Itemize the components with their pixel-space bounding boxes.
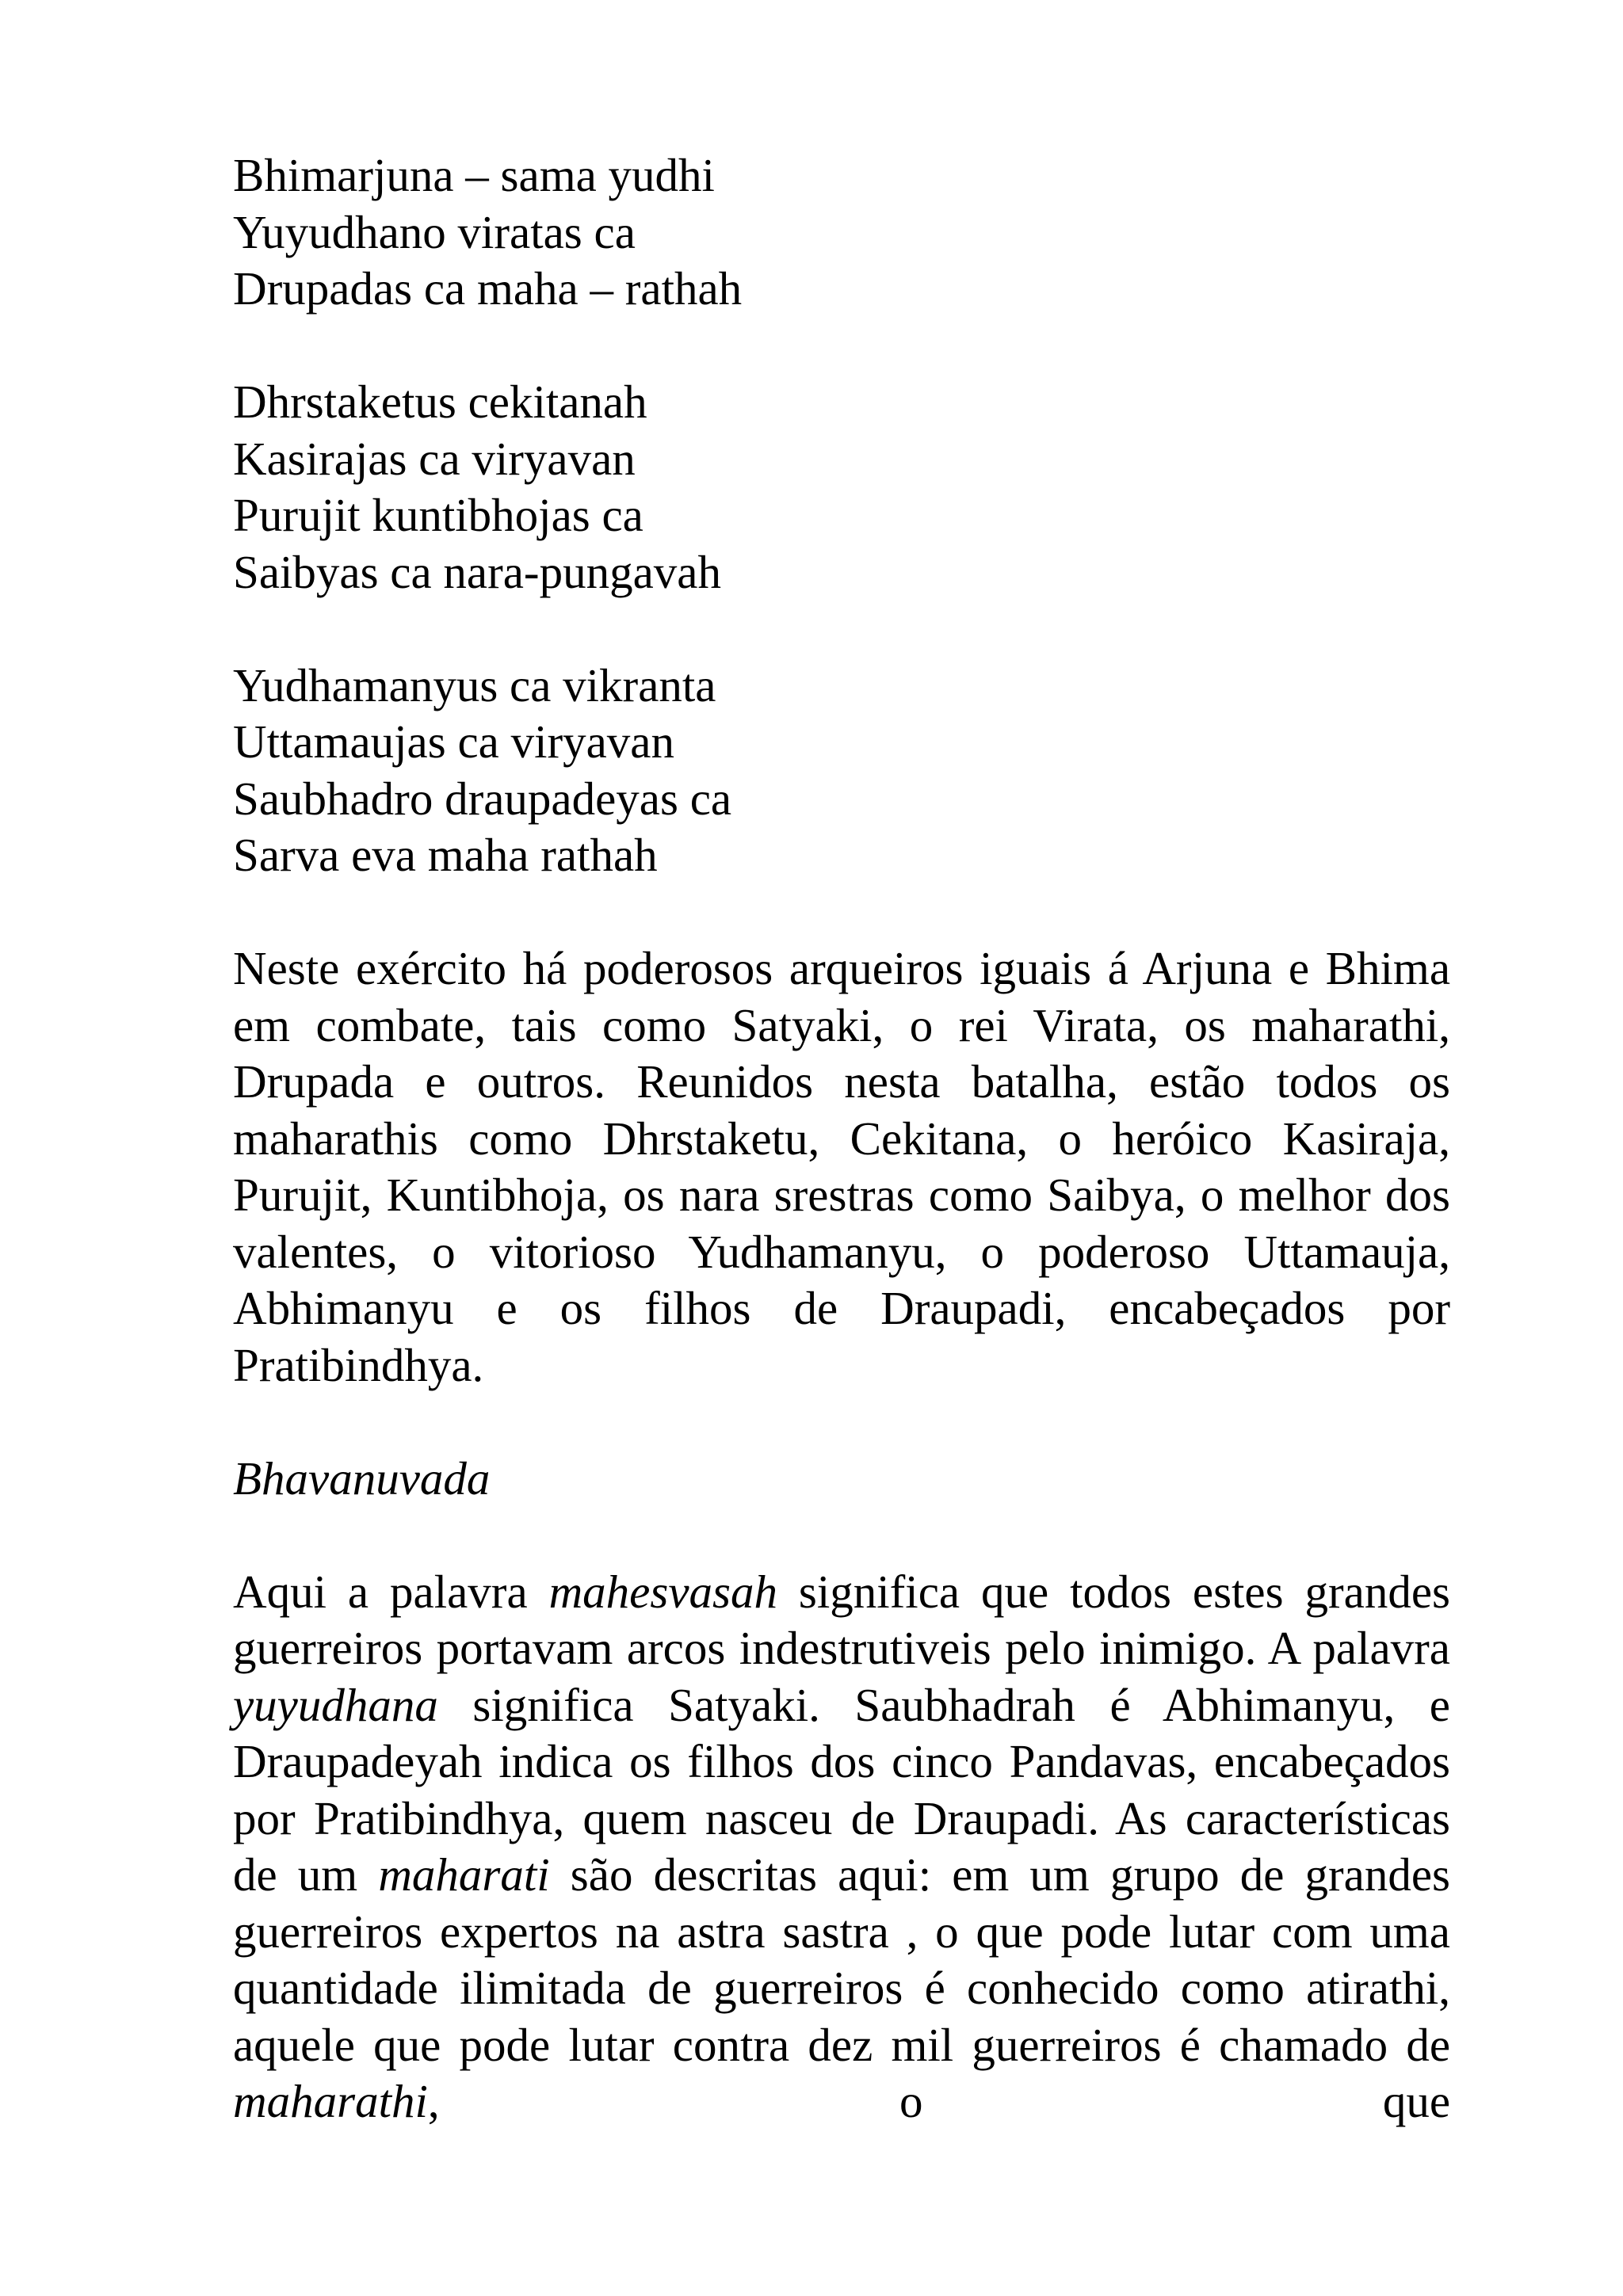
commentary-term: mahesvasah	[548, 1565, 777, 1618]
verse-line: Kasirajas ca viryavan	[233, 432, 636, 485]
verse-stanza-2	[233, 374, 1450, 601]
verse-line: Bhimarjuna – sama yudhi	[233, 149, 715, 201]
verse-line: Uttamaujas ca viryavan	[233, 715, 674, 768]
verse-stanza-1	[233, 147, 1450, 318]
verse-line: Purujit kuntibhojas ca	[233, 489, 643, 541]
verse-line: Sarva eva maha rathah	[233, 829, 658, 881]
commentary-text: significa que todos estes grandes guerreiros portavam arcos indestrutiveis pelo inimigo. A palavra	[233, 1565, 1450, 1674]
translation-paragraph: Neste exército há poderosos arqueiros iguais á Arjuna e Bhima em combate, tais como Satyaki, o rei Virata, os maharathi, Drupada e outros. Reunidos nesta batalha, estão todos os maharathis como Dhrstaketu, Cekitana, o heróico Kasiraja, Purujit, Kuntibhoja, os nara srestras como Saibya, o melhor dos valentes, o vitorioso Yudhamanyu, o poderoso Uttamauja, Abhimanyu e os filhos de Draupadi, encabeçados por Pratibindhya.	[233, 942, 1450, 1391]
commentary-term: yuyudhana	[233, 1678, 438, 1731]
verse-line: Dhrstaketus cekitanah	[233, 376, 647, 428]
verse-line: Yuyudhano viratas ca	[233, 205, 636, 258]
verse-line: Drupadas ca maha – rathah	[233, 262, 743, 315]
commentary-term: maharathi	[233, 2075, 428, 2127]
verse-stanza-3	[233, 658, 1450, 884]
document-page	[233, 147, 1450, 2187]
verse-line: Saibyas ca nara-pungavah	[233, 545, 721, 598]
verse-line: Saubhadro draupadeyas ca	[233, 772, 732, 825]
commentary-term: maharati	[378, 1848, 550, 1901]
commentary-text: , o que	[427, 2075, 1450, 2127]
commentary-paragraph	[233, 1564, 1450, 2130]
commentary-text: Aqui a palavra	[233, 1565, 549, 1618]
commentary-text: são descritas aqui: em um grupo de grandes guerreiros expertos na astra sastra , o que pode lutar com uma quantidade ilimitada de guerreiros é conhecido como atirathi, aquele que pode lutar contra dez mil guerreiros é chamado de	[233, 1848, 1450, 2071]
section-heading: Bhavanuvada	[233, 1451, 491, 1505]
commentary-text: significa Satyaki. Saubhadrah é Abhimanyu, e Draupadeyah indica os filhos dos cinco Pandavas, encabeçados por Pratibindhya, quem nasceu de Draupadi. As características de um	[233, 1678, 1450, 1901]
verse-line: Yudhamanyus ca vikranta	[233, 658, 716, 711]
